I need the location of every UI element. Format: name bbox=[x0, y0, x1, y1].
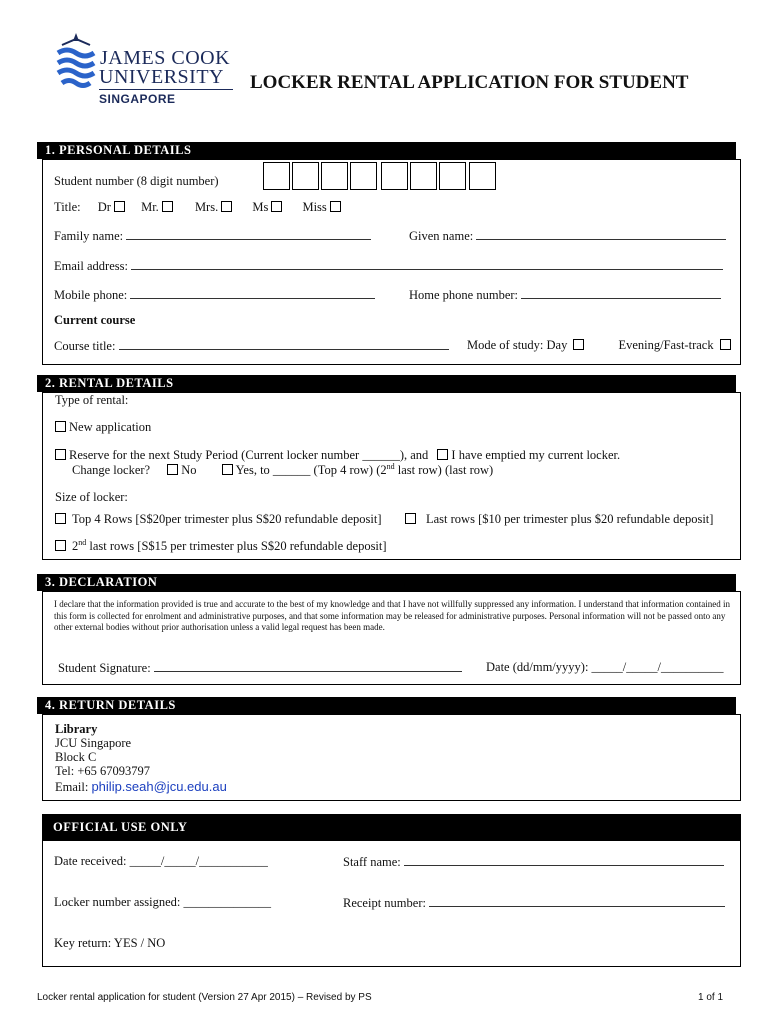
mobile-phone-field[interactable]: Mobile phone: bbox=[54, 287, 375, 303]
page-title: LOCKER RENTAL APPLICATION FOR STUDENT bbox=[250, 72, 689, 93]
receipt-number-field[interactable]: Receipt number: bbox=[343, 895, 725, 911]
mode-evening-checkbox[interactable] bbox=[720, 339, 731, 350]
declaration-text: I declare that the information provided is true and accurate to the best of my knowledge and that I have not willfully suppressed any information. I understand that information contained in this form is collected for enrolment and administrative purposes, and that some information may be released for administrative purposes. Personal information will not be passed onto any other external bodies without prior authorisation unless a valid legal request has been made. bbox=[54, 599, 731, 632]
key-return: Key return: YES / NO bbox=[54, 936, 166, 950]
email-link[interactable]: philip.seah@jcu.edu.au bbox=[91, 779, 227, 794]
logo-line-2: UNIVERSITY bbox=[99, 66, 224, 88]
locker-assigned-field[interactable]: Locker number assigned: ______________ bbox=[54, 895, 271, 909]
section-return-details-heading: 4. RETURN DETAILS bbox=[37, 697, 736, 714]
mode-day-checkbox[interactable] bbox=[573, 339, 584, 350]
top4-checkbox[interactable] bbox=[55, 513, 66, 524]
library-label: Library bbox=[55, 722, 98, 736]
official-use-heading: OFFICIAL USE ONLY bbox=[42, 814, 741, 841]
family-name-field[interactable]: Family name: bbox=[54, 228, 371, 244]
size-of-locker-label: Size of locker: bbox=[55, 490, 128, 504]
declaration-date-field[interactable]: Date (dd/mm/yyyy): _____/_____/__________ bbox=[486, 660, 724, 674]
change-no-checkbox[interactable] bbox=[167, 464, 178, 475]
top4-option: Top 4 Rows [S$20per trimester plus S$20 refundable deposit] bbox=[55, 512, 382, 527]
logo-line-3: SINGAPORE bbox=[99, 92, 176, 106]
home-phone-field[interactable]: Home phone number: bbox=[409, 287, 721, 303]
section-return-details bbox=[42, 714, 741, 801]
section-official-use bbox=[42, 814, 741, 967]
title-miss-checkbox[interactable] bbox=[330, 201, 341, 212]
last-rows-checkbox[interactable] bbox=[405, 513, 416, 524]
title-row: Title: Dr Mr. Mrs. Ms Miss bbox=[54, 200, 344, 215]
student-number-digit[interactable] bbox=[350, 162, 377, 190]
student-number-digit[interactable] bbox=[381, 162, 408, 190]
title-dr-checkbox[interactable] bbox=[114, 201, 125, 212]
section-personal-details bbox=[42, 159, 741, 365]
student-number-digit[interactable] bbox=[469, 162, 496, 190]
logo-emblem-icon bbox=[54, 33, 98, 97]
section-rental-details-heading: 2. RENTAL DETAILS bbox=[37, 375, 736, 392]
last-rows-option: Last rows [$10 per trimester plus $20 refundable deposit] bbox=[405, 512, 713, 527]
title-mr-checkbox[interactable] bbox=[162, 201, 173, 212]
change-locker-option: Change locker? No Yes, to ______ (Top 4 row) (2nd last row) (last row) bbox=[72, 462, 494, 478]
student-number-label: Student number (8 digit number) bbox=[54, 174, 219, 188]
email-field[interactable]: Email address: bbox=[54, 258, 723, 274]
type-of-rental-label: Type of rental: bbox=[55, 393, 129, 407]
second-last-option: 2nd last rows [S$15 per trimester plus S$20 refundable deposit] bbox=[55, 538, 387, 554]
mode-of-study: Mode of study: Day Evening/Fast-track bbox=[467, 338, 734, 353]
section-personal-details-heading: 1. PERSONAL DETAILS bbox=[37, 142, 736, 159]
change-yes-checkbox[interactable] bbox=[222, 464, 233, 475]
student-number-digit[interactable] bbox=[321, 162, 348, 190]
address-line-1: JCU Singapore bbox=[55, 736, 132, 750]
title-ms-checkbox[interactable] bbox=[271, 201, 282, 212]
current-course-label: Current course bbox=[54, 313, 136, 327]
title-mrs-checkbox[interactable] bbox=[221, 201, 232, 212]
student-number-digit[interactable] bbox=[292, 162, 319, 190]
logo-line-1: JAMES COOK bbox=[100, 47, 231, 69]
telephone: Tel: +65 67093797 bbox=[55, 764, 151, 778]
student-number-digit[interactable] bbox=[263, 162, 290, 190]
staff-name-field[interactable]: Staff name: bbox=[343, 854, 724, 870]
new-application-option: New application bbox=[55, 420, 151, 435]
date-received-field[interactable]: Date received: _____/_____/___________ bbox=[54, 854, 268, 868]
student-number-digit[interactable] bbox=[439, 162, 466, 190]
footer-page-number: 1 of 1 bbox=[698, 992, 724, 1003]
address-line-2: Block C bbox=[55, 750, 97, 764]
section-declaration bbox=[42, 591, 741, 685]
email-row: Email: philip.seah@jcu.edu.au bbox=[55, 779, 227, 794]
course-title-field[interactable]: Course title: bbox=[54, 338, 449, 354]
emptied-locker-checkbox[interactable] bbox=[437, 449, 448, 460]
reserve-checkbox[interactable] bbox=[55, 449, 66, 460]
section-rental-details bbox=[42, 392, 741, 560]
student-number-digit[interactable] bbox=[410, 162, 437, 190]
section-declaration-heading: 3. DECLARATION bbox=[37, 574, 736, 591]
new-application-checkbox[interactable] bbox=[55, 421, 66, 432]
second-last-checkbox[interactable] bbox=[55, 540, 66, 551]
student-signature-field[interactable]: Student Signature: bbox=[58, 660, 462, 676]
given-name-field[interactable]: Given name: bbox=[409, 228, 726, 244]
footer-version: Locker rental application for student (Version 27 Apr 2015) – Revised by PS bbox=[37, 992, 372, 1003]
reserve-option: Reserve for the next Study Period (Current locker number ______), and I have emptied my current locker. bbox=[55, 448, 620, 463]
